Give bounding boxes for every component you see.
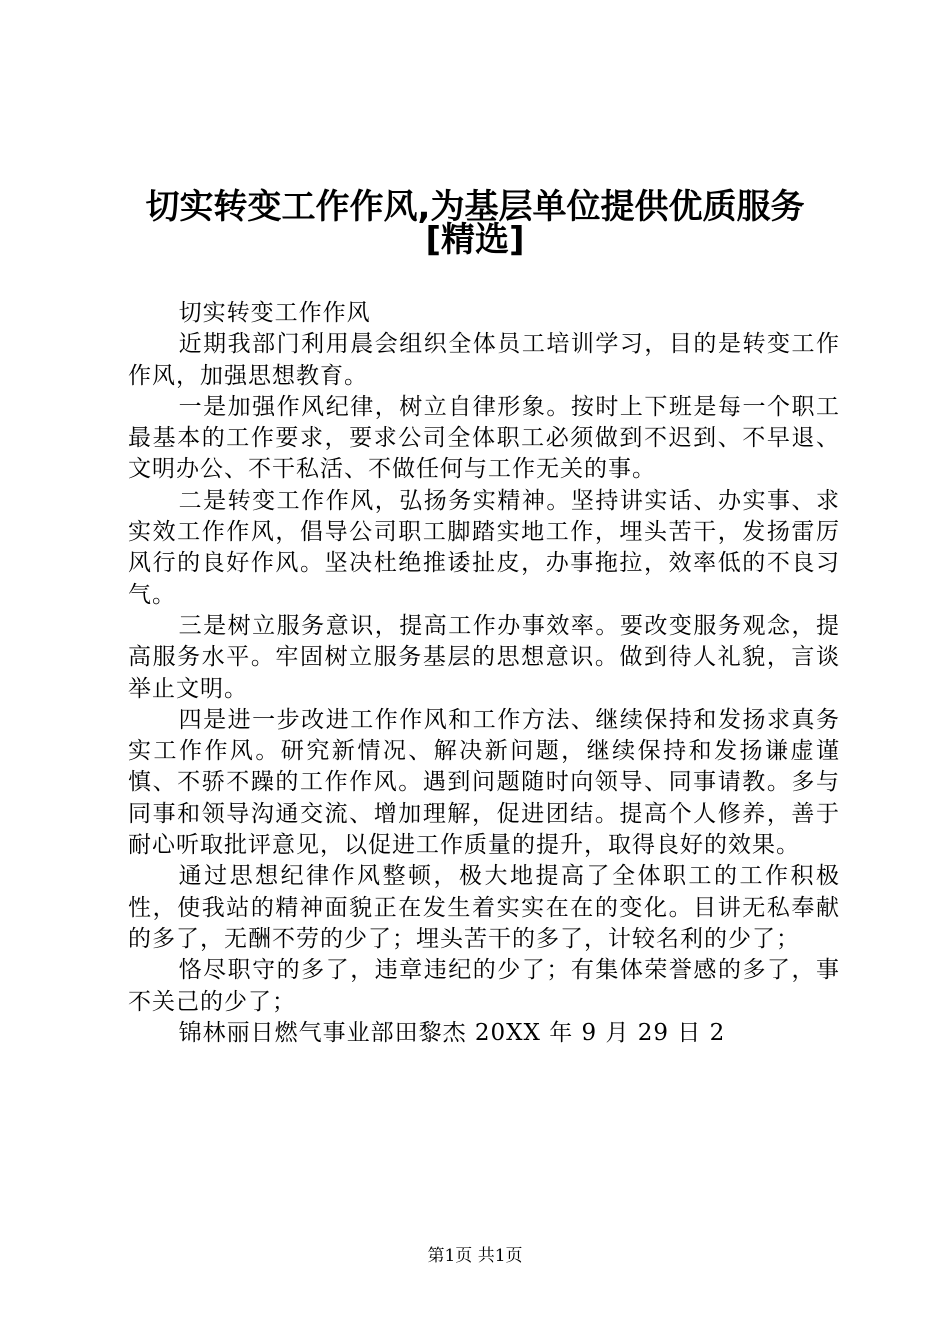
paragraph-point-2: 二是转变工作作风，弘扬务实精神。坚持讲实话、办实事、求实效工作作风，倡导公司职工脚踏实地工作，埋头苦干，发扬雷厉风行的良好作风。坚决杜绝推诿扯皮，办事拖拉，效率低的不良习气。 (128, 487, 840, 608)
document-title-suffix: [精选] (425, 220, 525, 260)
paragraph-signature: 锦林丽日燃气事业部田黎杰 20XX 年 9 月 29 日 2 (178, 1019, 726, 1046)
paragraph-result: 通过思想纪律作风整顿，极大地提高了全体职工的工作积极性，使我站的精神面貌正在发生着实实在在的变化。目讲无私奉献的多了，无酬不劳的少了；埋头苦干的多了，计较名利的少了； (128, 863, 840, 952)
paragraph-point-3: 三是树立服务意识，提高工作办事效率。要改变服务观念，提高服务水平。牢固树立服务基层的思想意识。做到待人礼貌，言谈举止文明。 (128, 612, 840, 702)
paragraph-point-1: 一是加强作风纪律，树立自律形象。按时上下班是每一个职工最基本的工作要求，要求公司全体职工必须做到不迟到、不早退、文明办公、不干私活、不做任何与工作无关的事。 (128, 393, 840, 483)
paragraph-heading: 切实转变工作作风 (178, 300, 371, 326)
paragraph-result-continued: 恪尽职守的多了，违章违纪的少了；有集体荣誉感的多了，事不关己的少了； (128, 957, 840, 1015)
page-number-footer: 第1页 共1页 (427, 1246, 523, 1266)
paragraph-point-4: 四是进一步改进工作作风和工作方法、继续保持和发扬求真务实工作作风。研究新情况、解决新问题，继续保持和发扬谦虚谨慎、不骄不躁的工作作风。遇到问题随时向领导、同事请教。多与同事和领导沟通交流、增加理解，促进团结。提高个人修养，善于耐心听取批评意见，以促进工作质量的提升，取得良好的效果。 (128, 706, 840, 859)
document-title: 切实转变工作作风,为基层单位提供优质服务 (145, 187, 805, 227)
document-body (128, 298, 840, 1049)
paragraph-intro: 近期我部门利用晨会组织全体员工培训学习，目的是转变工作作风，加强思想教育。 (128, 331, 840, 389)
